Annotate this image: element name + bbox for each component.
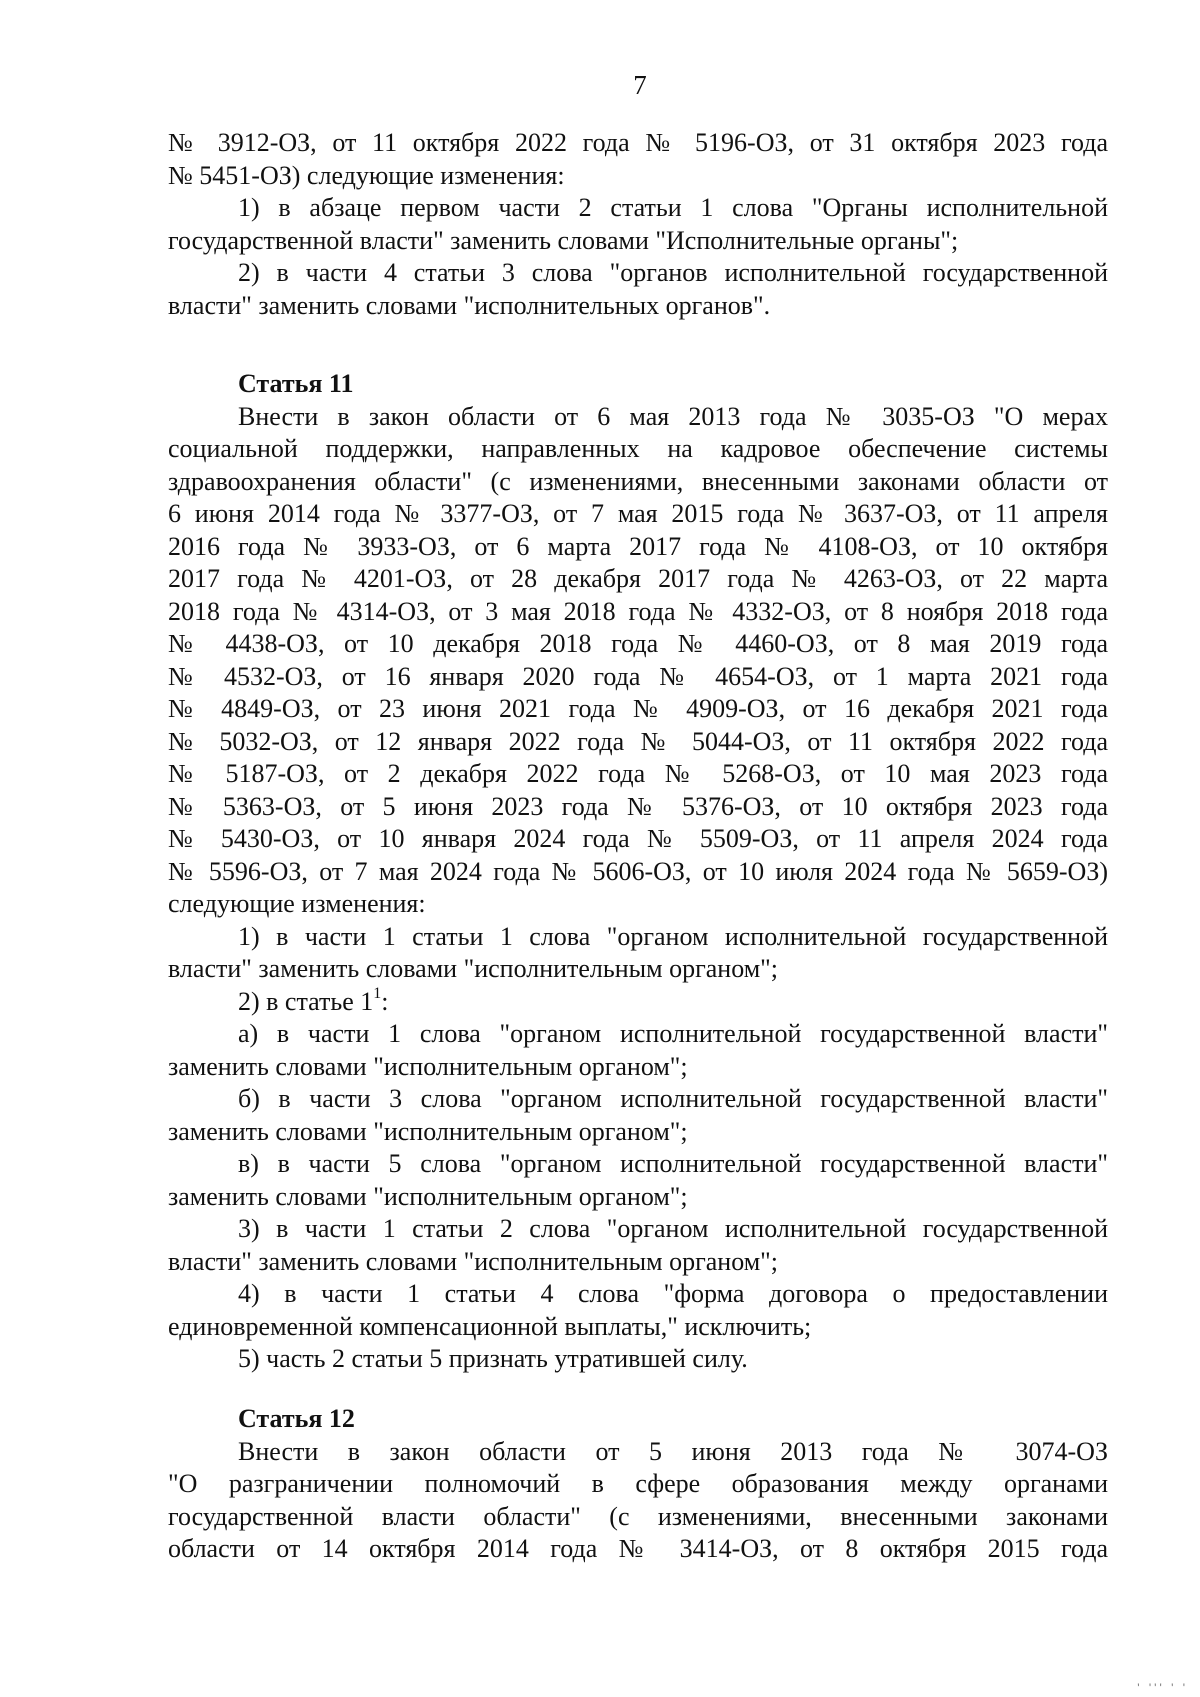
text-line: 2016 года № 3933-ОЗ, от 6 марта 2017 года № 4108-ОЗ, от 10 октября [168,531,1108,561]
text-line: 2) в части 4 статьи 3 слова "органов исполнительной государственной [238,258,1108,287]
text-line: 1) в абзаце первом части 2 статьи 1 слова "Органы исполнительной [238,193,1108,222]
text-line: заменить словами "исполнительным органом"; [168,1116,688,1146]
text-line: власти" заменить словами "исполнительным органом"; [168,1246,779,1276]
text-line: № 5187-ОЗ, от 2 декабря 2022 года № 5268-ОЗ, от 10 мая 2023 года [168,759,1108,788]
text-line: 3) в части 1 статьи 2 слова "органом исполнительной государственной [238,1214,1108,1243]
article-12 [168,1403,1108,1566]
text-line: № 5451-ОЗ) следующие изменения: [168,160,565,190]
text-line: 6 июня 2014 года № 3377-ОЗ, от 7 мая 2015 года № 3637-ОЗ, от 11 апреля [168,499,1108,528]
text-line: государственной власти" заменить словами "Исполнительные органы"; [168,225,959,255]
text-line: Внести в закон области от 6 мая 2013 года № 3035-ОЗ "О мерах [238,401,1108,431]
text-line: в) в части 5 слова "органом исполнительной государственной власти" [238,1149,1108,1178]
text-line: № 4438-ОЗ, от 10 декабря 2018 года № 4460-ОЗ, от 8 мая 2019 года [168,629,1108,658]
text-line: 5) часть 2 статьи 5 признать утратившей силу. [238,1344,748,1373]
text-line: "О разграничении полномочий в сфере образования между органами [168,1469,1108,1498]
text-line: социальной поддержки, направленных на кадровое обеспечение системы [168,434,1108,463]
text-line: Внести в закон области от 5 июня 2013 года № 3074-ОЗ [238,1436,1108,1466]
text-line: власти" заменить словами "исполнительных органов". [168,290,771,320]
text-line: № 3912-ОЗ, от 11 октября 2022 года № 5196-ОЗ, от 31 октября 2023 года [168,128,1108,157]
text-line: № 4532-ОЗ, от 16 января 2020 года № 4654-ОЗ, от 1 марта 2021 года [168,661,1108,691]
text-line: области от 14 октября 2014 года № 3414-ОЗ, от 8 октября 2015 года [168,1534,1108,1563]
text-line: власти" заменить словами "исполнительным органом"; [168,954,779,983]
text-line: здравоохранения области" (с изменениями, внесенными законами области от [168,466,1108,496]
intro-block [168,127,1108,322]
text-line: 2) в статье $1^1$: [238,984,389,1016]
text-line: 2017 года № 4201-ОЗ, от 28 декабря 2017 года № 4263-ОЗ, от 22 марта [168,564,1108,593]
text-line: б) в части 3 слова "органом исполнительной государственной власти" [238,1084,1108,1113]
superscript: 1 [373,984,382,1002]
text-line: № 5363-ОЗ, от 5 июня 2023 года № 5376-ОЗ, от 10 октября 2023 года [168,791,1108,821]
article-heading: Статья 12 [238,1404,355,1433]
text-line: № 5032-ОЗ, от 12 января 2022 года № 5044-ОЗ, от 11 октября 2022 года [168,726,1108,756]
text-line: 1) в части 1 статьи 1 слова "органом исполнительной государственной [238,921,1108,951]
text-line: № 4849-ОЗ, от 23 июня 2021 года № 4909-ОЗ, от 16 декабря 2021 года [168,694,1108,723]
page-number: 7 [633,70,647,100]
text-line: № 5430-ОЗ, от 10 января 2024 года № 5509-ОЗ, от 11 апреля 2024 года [168,824,1108,853]
text-line: государственной власти области" (с изменениями, внесенными законами [168,1501,1108,1531]
article-11 [168,368,1108,1376]
text-line: заменить словами "исполнительным органом"; [168,1051,688,1081]
article-heading: Статья 11 [238,369,354,398]
text-line: следующие изменения: [168,889,426,918]
text-line: 2018 года № 4314-ОЗ, от 3 мая 2018 года № 4332-ОЗ, от 8 ноября 2018 года [168,596,1108,626]
text-line: а) в части 1 слова "органом исполнительной государственной власти" [238,1019,1108,1048]
text-line: 4) в части 1 статьи 4 слова "форма договора о предоставлении [238,1279,1108,1308]
scan-marks: ' ''' ' ' [1137,1681,1188,1695]
text-line: № 5596-ОЗ, от 7 мая 2024 года № 5606-ОЗ, от 10 июля 2024 года № 5659-ОЗ) [168,856,1108,886]
text-line: заменить словами "исполнительным органом"; [168,1181,688,1211]
text-line: единовременной компенсационной выплаты," исключить; [168,1311,812,1341]
